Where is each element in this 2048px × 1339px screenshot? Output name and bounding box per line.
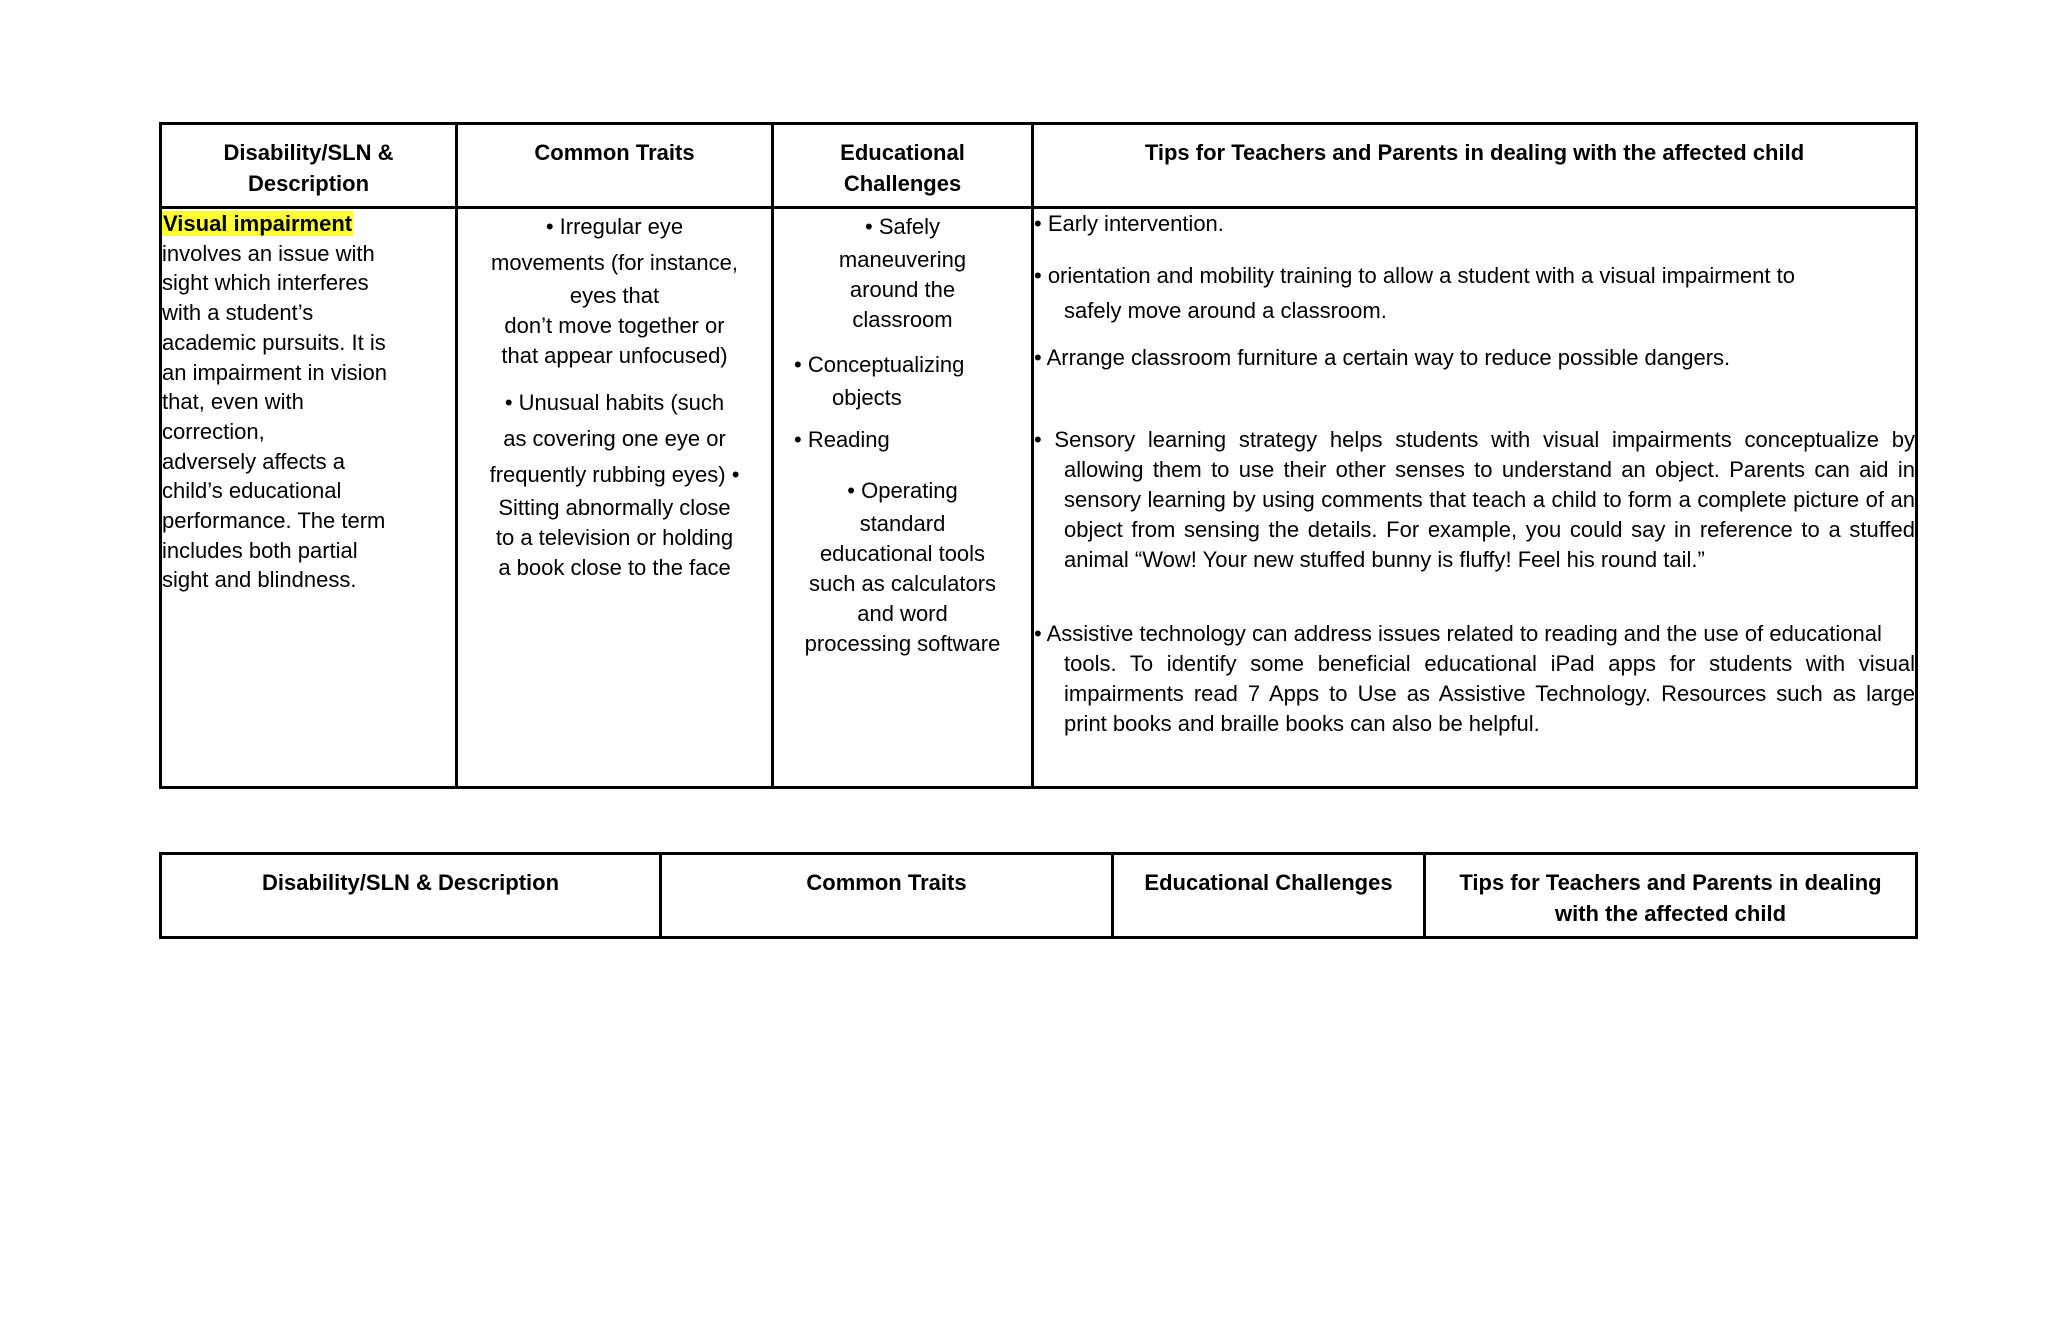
header-line: with the affected child — [1554, 901, 1787, 926]
trait-line: frequently rubbing eyes) • — [489, 462, 740, 487]
description-line: sight which interferes — [162, 270, 369, 296]
challenge-line: • Operating — [847, 478, 958, 503]
challenge-line: maneuvering — [838, 247, 967, 272]
trait-line: Sitting abnormally close — [498, 495, 731, 520]
description-line: involves an issue with — [162, 240, 375, 266]
description-line — [162, 209, 455, 239]
challenge-line: around the — [849, 277, 956, 302]
challenge-line: • Reading — [794, 427, 890, 452]
header-disability-description — [161, 124, 457, 208]
challenge-line: educational tools — [819, 541, 986, 566]
tip-item — [1034, 619, 1915, 739]
trait-line: to a television or holding — [495, 525, 734, 550]
disability-table-empty — [159, 852, 1918, 939]
tip-text: • Sensory learning strategy helps students with visual impairments conceptualize by — [1034, 427, 1915, 452]
tip-text: tools. To identify some beneficial educational iPad apps for students with visual impairments read 7 Apps to Use as Assistive Technology. Resources such as large print books and braille books can also be helpful. — [1064, 651, 1915, 736]
challenges-cell — [773, 208, 1033, 788]
challenge-item — [774, 473, 1031, 659]
tip-text: allowing them to use their other senses to understand an object. Parents can aid in sensory learning by using comments that teach a child to form a complete picture of an object from sensing the details. For example, you could say in reference to a stuffed animal “Wow! Your new stuffed bunny is fluffy! Feel his round tail.” — [1064, 457, 1915, 572]
challenge-item — [774, 347, 1031, 413]
header-line: Disability/SLN & — [223, 140, 394, 165]
challenge-item — [774, 209, 1031, 335]
traits-cell — [457, 208, 773, 788]
tip-text: • Early intervention. — [1034, 211, 1224, 236]
header-disability-description: Disability/SLN & Description — [161, 854, 661, 938]
tip-text: • orientation and mobility training to allow a student with a visual impairment to — [1034, 263, 1795, 288]
description-line: that, even with — [162, 389, 304, 415]
trait-line: don’t move together or — [504, 313, 725, 338]
header-line: Tips for Teachers and Parents in dealing — [1459, 870, 1882, 895]
challenge-line: such as calculators — [808, 571, 997, 596]
description-line: performance. The term — [162, 508, 386, 534]
header-common-traits: Common Traits — [457, 124, 773, 208]
header-line: Description — [247, 171, 370, 196]
tip-text: • Arrange classroom furniture a certain way to reduce possible dangers. — [1034, 345, 1731, 370]
trait-item — [458, 209, 771, 371]
description-line: sight and blindness. — [162, 567, 357, 593]
tip-text: safely move around a classroom. — [1064, 298, 1387, 323]
header-tips — [1425, 854, 1917, 938]
trait-line: that appear unfocused) — [501, 343, 728, 368]
description-cell — [161, 208, 457, 788]
description-line: adversely affects a — [162, 448, 346, 474]
table-row — [161, 208, 1917, 788]
header-row — [161, 854, 1917, 938]
challenge-line: processing software — [804, 631, 1001, 656]
challenge-line: objects — [832, 385, 902, 410]
challenge-line: classroom — [852, 307, 953, 332]
challenge-line: and word — [857, 601, 948, 626]
tip-item — [1034, 343, 1915, 373]
highlighted-term: Visual impairment — [163, 211, 353, 236]
trait-line: movements (for instance, — [491, 250, 738, 275]
trait-item — [458, 385, 771, 583]
trait-line: a book close to the face — [498, 555, 731, 580]
header-common-traits: Common Traits — [661, 854, 1113, 938]
description-line: academic pursuits. It is — [162, 329, 386, 355]
description-line: includes both partial — [162, 537, 358, 563]
trait-line: eyes that — [569, 283, 660, 308]
disability-table — [159, 122, 1918, 789]
trait-line: • Irregular eye — [545, 214, 684, 239]
tip-item — [1034, 425, 1915, 575]
header-tips: Tips for Teachers and Parents in dealing with the affected child — [1033, 124, 1917, 208]
challenge-line: • Safely — [865, 214, 940, 239]
trait-line: as covering one eye or — [503, 426, 726, 451]
description-line: correction, — [162, 418, 265, 444]
header-educational-challenges: Educational Challenges — [1113, 854, 1425, 938]
description-line: an impairment in vision — [162, 359, 387, 385]
tips-cell — [1033, 208, 1917, 788]
tip-text: • Assistive technology can address issues related to reading and the use of educational — [1034, 621, 1882, 646]
challenge-line: standard — [859, 511, 946, 536]
trait-line: • Unusual habits (such — [504, 390, 725, 415]
tip-item — [1034, 261, 1915, 331]
description-line: child’s educational — [162, 478, 342, 504]
tip-item — [1034, 209, 1915, 239]
challenge-line: • Conceptualizing — [794, 352, 965, 377]
header-educational-challenges: Educational Challenges — [773, 124, 1033, 208]
description-line: with a student’s — [162, 300, 314, 326]
header-row — [161, 124, 1917, 208]
challenge-item — [774, 425, 1031, 455]
